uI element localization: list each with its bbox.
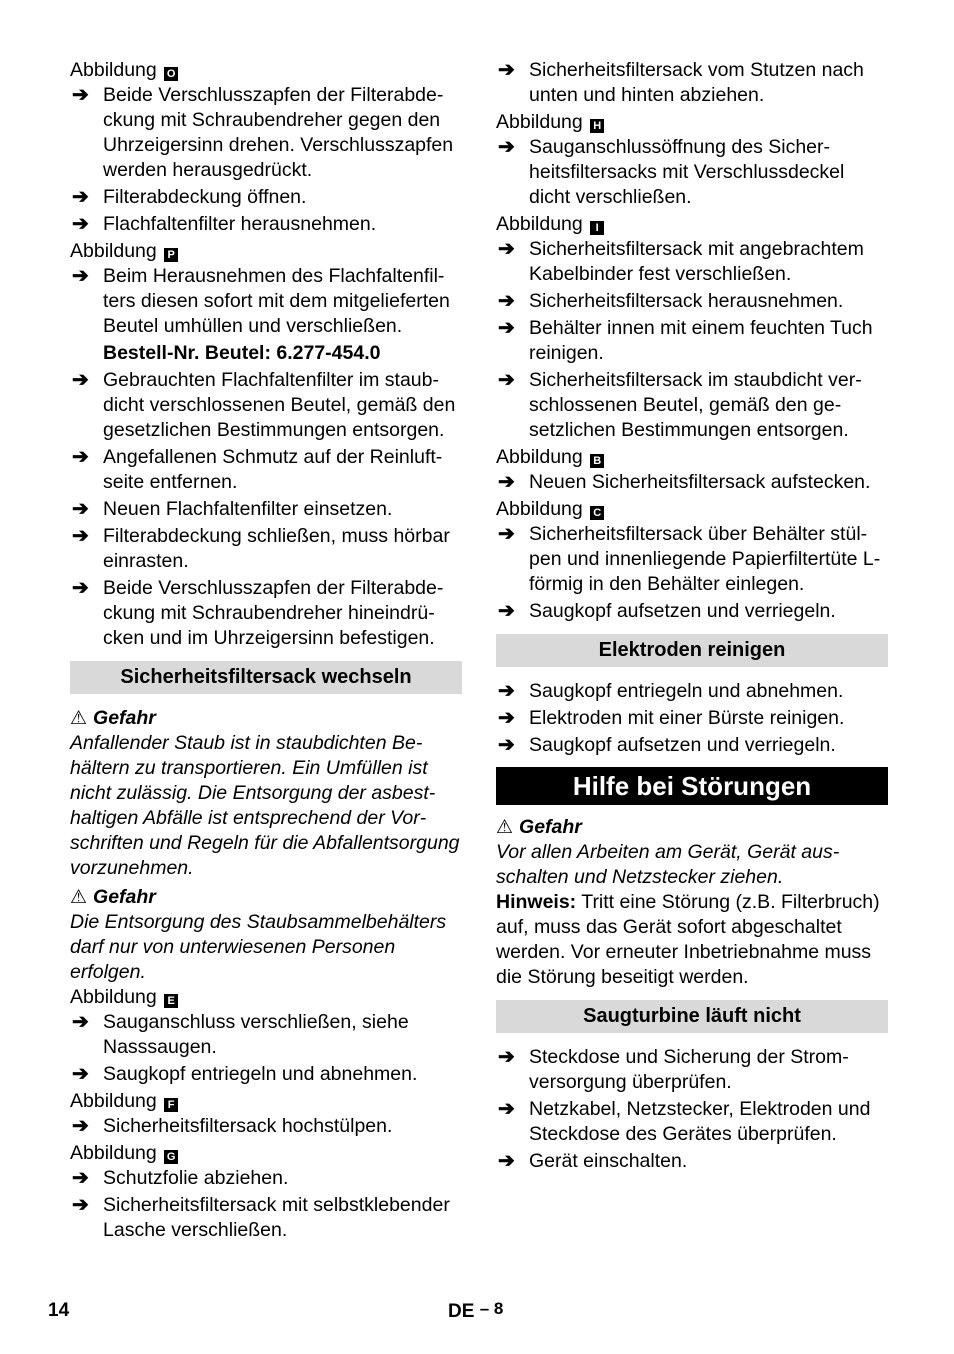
list-item: ➔ Beide Verschlusszapfen der Filterabdeckung mit Schraubendreher hineindrücken und im Uhrzeigersinn befestigen.: [72, 577, 444, 649]
list-item: ➔ Sicherheitsfiltersack mit selbstklebender Lasche verschließen.: [72, 1194, 450, 1241]
figure-badge: I: [590, 221, 604, 235]
arrow-icon: ➔: [498, 734, 515, 756]
list-item: ➔ Neuen Sicherheitsfiltersack aufstecken.: [498, 471, 871, 493]
chapter-heading: Hilfe bei Störungen: [496, 767, 888, 805]
figure-badge: B: [590, 454, 604, 468]
arrow-icon: ➔: [498, 59, 515, 81]
section-heading: Sicherheitsfiltersack wechseln: [70, 661, 462, 694]
figure-badge: O: [164, 67, 178, 81]
list-item: ➔ Sicherheitsfiltersack mit angebrachtem Kabelbinder fest verschließen.: [498, 238, 864, 285]
figure-badge: C: [590, 506, 604, 520]
danger-title: ⚠ Gefahr: [496, 816, 582, 838]
list-item: ➔ Sicherheitsfiltersack hochstülpen.: [72, 1115, 393, 1137]
list-item: ➔ Sicherheitsfiltersack über Behälter stülpen und innenliegende Papierfiltertüte L-förmig in den Behälter einlegen.: [498, 523, 881, 595]
list-item: ➔ Sicherheitsfiltersack im staubdicht verschlossenen Beutel, gemäß den gesetzlichen Bestimmungen entsorgen.: [498, 369, 862, 441]
figure-badge: E: [164, 994, 178, 1008]
figure-badge: G: [164, 1150, 178, 1164]
list-item: ➔ Sicherheitsfiltersack vom Stutzen nach unten und hinten abziehen.: [498, 59, 864, 106]
note-label: Hinweis:: [496, 891, 577, 913]
list-item: ➔ Beim Herausnehmen des Flachfaltenfilters diesen sofort mit dem mitgelieferten Beutel umhüllen und verschließen.: [72, 265, 450, 337]
arrow-icon: ➔: [498, 680, 515, 702]
list-item: ➔ Sauganschlussöffnung des Sicherheitsfiltersacks mit Verschlussdeckel dicht verschließen.: [498, 136, 845, 208]
arrow-icon: ➔: [72, 1194, 89, 1216]
list-item: ➔ Angefallenen Schmutz auf der Reinluftseite entfernen.: [72, 446, 443, 493]
right-column: [496, 58, 888, 1176]
list-item: ➔ Steckdose und Sicherung der Stromversorgung überprüfen.: [498, 1046, 849, 1093]
list-item: ➔ Netzkabel, Netzstecker, Elektroden und Steckdose des Gerätes überprüfen.: [498, 1098, 871, 1145]
figure-ref-g: Abbildung G: [70, 1141, 462, 1166]
figure-ref-f: Abbildung F: [70, 1089, 462, 1114]
list-item: ➔ Saugkopf aufsetzen und verriegeln.: [498, 734, 836, 756]
arrow-icon: ➔: [72, 213, 89, 235]
arrow-icon: ➔: [498, 707, 515, 729]
arrow-icon: ➔: [498, 600, 515, 622]
footer-section: DE – 8: [448, 1299, 504, 1322]
list-item: ➔ Elektroden mit einer Bürste reinigen.: [498, 707, 845, 729]
figure-ref-h: Abbildung H: [496, 110, 888, 135]
section-heading: Elektroden reinigen: [496, 634, 888, 667]
danger-title: ⚠ Gefahr: [70, 707, 156, 729]
arrow-icon: ➔: [72, 446, 89, 468]
arrow-icon: ➔: [498, 369, 515, 391]
list-item: ➔ Neuen Flachfaltenfilter einsetzen.: [72, 498, 393, 520]
list-item: ➔ Saugkopf aufsetzen und verriegeln.: [498, 600, 836, 622]
list-item: ➔ Sauganschluss verschließen, siehe Nasssaugen.: [72, 1011, 409, 1058]
arrow-icon: ➔: [72, 84, 89, 106]
arrow-icon: ➔: [498, 523, 515, 545]
arrow-icon: ➔: [72, 1167, 89, 1189]
figure-ref-p: Abbildung P: [70, 239, 462, 264]
order-number: Bestell-Nr. Beutel: 6.277-454.0: [103, 342, 381, 364]
arrow-icon: ➔: [72, 577, 89, 599]
list-item: ➔ Gerät einschalten.: [498, 1150, 688, 1172]
arrow-icon: ➔: [72, 1115, 89, 1137]
danger-text: Die Entsorgung des Staubsammelbehälters darf nur von unterwiesenen Personen erfolgen.: [70, 911, 447, 983]
figure-badge: P: [164, 248, 178, 262]
list-item: ➔ Gebrauchten Flachfaltenfilter im staubdicht verschlossenen Beutel, gemäß den gesetzlichen Bestimmungen entsorgen.: [72, 369, 456, 441]
arrow-icon: ➔: [498, 1150, 515, 1172]
list-item: ➔ Flachfaltenfilter herausnehmen.: [72, 213, 377, 235]
arrow-icon: ➔: [72, 186, 89, 208]
arrow-icon: ➔: [498, 1046, 515, 1068]
arrow-icon: ➔: [498, 471, 515, 493]
figure-ref-c: Abbildung C: [496, 497, 888, 522]
figure-ref-o: Abbildung O: [70, 58, 462, 83]
list-item: ➔ Sicherheitsfiltersack herausnehmen.: [498, 290, 844, 312]
danger-text: Vor allen Arbeiten am Gerät, Gerät ausschalten und Netzstecker ziehen.: [496, 841, 840, 888]
figure-ref-b: Abbildung B: [496, 445, 888, 470]
warning-icon: ⚠: [496, 817, 514, 838]
figure-ref-e: Abbildung E: [70, 985, 462, 1010]
arrow-icon: ➔: [498, 290, 515, 312]
note-text: Tritt eine Störung (z.B. Filterbruch) auf, muss das Gerät sofort abgeschaltet werden. Vor erneuter Inbetriebnahme muss die Störung beseitigt werden.: [496, 891, 880, 988]
figure-badge: H: [590, 119, 604, 133]
arrow-icon: ➔: [498, 1098, 515, 1120]
list-item: ➔ Schutzfolie abziehen.: [72, 1167, 289, 1189]
arrow-icon: ➔: [498, 136, 515, 158]
list-item: ➔ Filterabdeckung schließen, muss hörbar einrasten.: [72, 525, 450, 572]
warning-icon: ⚠: [70, 887, 88, 908]
arrow-icon: ➔: [72, 1063, 89, 1085]
list-item: ➔ Saugkopf entriegeln und abnehmen.: [72, 1063, 418, 1085]
warning-icon: ⚠: [70, 708, 88, 729]
list-item: ➔ Filterabdeckung öffnen.: [72, 186, 307, 208]
section-heading: Saugturbine läuft nicht: [496, 1000, 888, 1033]
arrow-icon: ➔: [72, 265, 89, 287]
page-number: 14: [48, 1300, 70, 1321]
list-item: ➔ Saugkopf entriegeln und abnehmen.: [498, 680, 844, 702]
danger-text: Anfallender Staub ist in staubdichten Behältern zu transportieren. Ein Umfüllen ist nicht zulässig. Die Entsorgung der asbesthaltigen Abfälle ist entsprechend der Vorschriften und Regeln für die Abfallentsorgung vorzunehmen.: [70, 732, 460, 879]
figure-badge: F: [164, 1098, 178, 1112]
arrow-icon: ➔: [498, 317, 515, 339]
list-item: ➔ Behälter innen mit einem feuchten Tuch reinigen.: [498, 317, 873, 364]
note: [496, 890, 888, 990]
danger-title: ⚠ Gefahr: [70, 886, 156, 908]
arrow-icon: ➔: [72, 369, 89, 391]
arrow-icon: ➔: [72, 525, 89, 547]
arrow-icon: ➔: [72, 498, 89, 520]
arrow-icon: ➔: [72, 1011, 89, 1033]
arrow-icon: ➔: [498, 238, 515, 260]
figure-ref-i: Abbildung I: [496, 212, 888, 237]
list-item: ➔ Beide Verschlusszapfen der Filterabdeckung mit Schraubendreher gegen den Uhrzeigersinn drehen. Verschlusszapfen werden herausgedrückt.: [72, 84, 454, 181]
left-column: [70, 58, 462, 1245]
